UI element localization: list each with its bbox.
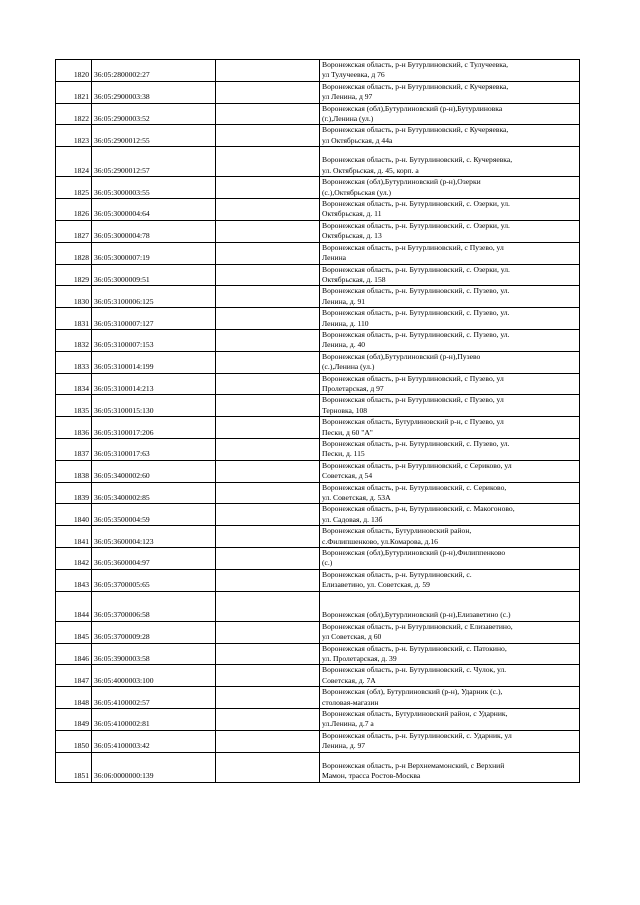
address-line: ул. Октябрьская, д. 45, корп. а <box>322 165 419 175</box>
empty-cell <box>216 286 320 308</box>
row-number: 1822 <box>56 103 92 125</box>
empty-cell <box>216 504 320 526</box>
table-row <box>56 665 580 687</box>
address-line: ул.Ленина, д.7 а <box>322 719 374 729</box>
address-line: Ленина, д. 110 <box>322 318 369 328</box>
address-line: Воронежская (обл),Бутурлиновский (р-н),Филиппенково <box>322 548 506 558</box>
address-line: ул. Пролетарская, д. 39 <box>322 653 397 663</box>
address-cell <box>320 81 580 103</box>
address-line: Пески, д. 115 <box>322 449 365 459</box>
address-cell <box>320 687 580 709</box>
empty-cell <box>216 439 320 461</box>
address-line: столовая-магазин <box>322 697 379 707</box>
address-line: ул Ленина, д 97 <box>322 92 373 102</box>
cadastral-number: 36:05:3100007:127 <box>92 308 216 330</box>
cadastral-number: 36:05:2900012:55 <box>92 125 216 147</box>
address-line: Пески, д 60 "А" <box>322 427 373 437</box>
cadastral-number: 36:05:3100017:63 <box>92 439 216 461</box>
address-line: Терновка, 108 <box>322 405 368 415</box>
address-cell <box>320 417 580 439</box>
table-row <box>56 264 580 286</box>
address-line: (с.) <box>322 558 333 568</box>
row-number: 1838 <box>56 460 92 482</box>
row-number: 1833 <box>56 351 92 373</box>
address-cell <box>320 351 580 373</box>
address-cell <box>320 548 580 570</box>
empty-cell <box>216 665 320 687</box>
cadastral-number: 36:05:4100002:57 <box>92 687 216 709</box>
address-line: (г.),Ленина (ул.) <box>322 114 374 124</box>
table-row <box>56 329 580 351</box>
table-row <box>56 730 580 752</box>
table-row <box>56 286 580 308</box>
cadastral-number: 36:05:4100003:42 <box>92 730 216 752</box>
table-row <box>56 125 580 147</box>
address-line: Октябрьская, д. 11 <box>322 209 382 219</box>
address-line: Воронежская область, р-н Верхнемамонский, с Верхний <box>322 760 505 770</box>
row-number: 1841 <box>56 526 92 548</box>
address-cell <box>320 482 580 504</box>
row-number: 1851 <box>56 752 92 782</box>
table-row <box>56 308 580 330</box>
address-line: Воронежская область, р-н. Бутурлиновский, с. <box>322 569 472 579</box>
empty-cell <box>216 60 320 82</box>
address-line: Воронежская область, р-н. Бутурлиновский, с. Ударник, ул <box>322 730 512 740</box>
row-number: 1827 <box>56 220 92 242</box>
empty-cell <box>216 708 320 730</box>
address-line: ул Октябрьская, д 44а <box>322 135 393 145</box>
cadastral-number: 36:05:2900003:52 <box>92 103 216 125</box>
empty-cell <box>216 103 320 125</box>
address-line: Воронежская область, р-н Бутурлиновский, с Пузево, ул <box>322 242 504 252</box>
cadastral-number: 36:05:4100002:81 <box>92 708 216 730</box>
address-cell <box>320 199 580 221</box>
address-line: Воронежская область, р-н. Бутурлиновский, с. Озерки, ул. <box>322 264 510 274</box>
empty-cell <box>216 329 320 351</box>
empty-cell <box>216 643 320 665</box>
address-line: Воронежская (обл),Бутурлиновский (р-н),Озерки <box>322 177 481 187</box>
row-number: 1829 <box>56 264 92 286</box>
address-cell <box>320 177 580 199</box>
table-row <box>56 351 580 373</box>
row-number: 1848 <box>56 687 92 709</box>
empty-cell <box>216 220 320 242</box>
address-cell <box>320 286 580 308</box>
row-number: 1836 <box>56 417 92 439</box>
address-line: ул. Садовая, д. 13б <box>322 514 383 524</box>
table-row <box>56 460 580 482</box>
table-row <box>56 569 580 591</box>
address-line: Воронежская область, р-н. Бутурлиновский, с. Пузево, ул. <box>322 329 510 339</box>
row-number: 1823 <box>56 125 92 147</box>
empty-cell <box>216 147 320 177</box>
empty-cell <box>216 395 320 417</box>
row-number: 1849 <box>56 708 92 730</box>
address-line: Пролетарская, д 97 <box>322 383 384 393</box>
address-line: Воронежская область, р-н. Бутурлиновский, с. Чулок, ул. <box>322 665 507 675</box>
table-row <box>56 752 580 782</box>
address-line: Воронежская область, р-н. Бутурлиновский, с. Озерки, ул. <box>322 199 510 209</box>
address-cell <box>320 125 580 147</box>
table-row <box>56 242 580 264</box>
cadastral-number: 36:05:3700006:58 <box>92 591 216 621</box>
address-cell <box>320 60 580 82</box>
row-number: 1832 <box>56 329 92 351</box>
row-number: 1840 <box>56 504 92 526</box>
cadastral-number: 36:05:3900003:58 <box>92 643 216 665</box>
table-row <box>56 417 580 439</box>
address-line: Мамон, трасса Ростов-Москва <box>322 771 421 781</box>
table-row <box>56 199 580 221</box>
address-line: Воронежская область, р-н. Бутурлиновский, с. Пузево, ул. <box>322 308 510 318</box>
address-line: ул Тулучеевка, д 76 <box>322 70 385 80</box>
address-line: Воронежская область, р-н Бутурлиновский, с Пузево, ул <box>322 395 504 405</box>
address-line: Советская, д 54 <box>322 471 373 481</box>
table-row <box>56 482 580 504</box>
address-line: ул Советская, д 60 <box>322 632 382 642</box>
empty-cell <box>216 351 320 373</box>
address-line: Воронежская область, р-н Бутурлиновский, с Тулучеевка, <box>322 60 509 69</box>
address-line: Воронежская (обл), Бутурлиновский (р-н), Ударник (с.), <box>322 687 503 697</box>
cadastral-number: 36:05:2800002:27 <box>92 60 216 82</box>
address-cell <box>320 103 580 125</box>
address-line: Воронежская область, р-н. Бутурлиновский, с. Пузево, ул. <box>322 439 510 448</box>
empty-cell <box>216 730 320 752</box>
cadastral-number: 36:05:3100006:125 <box>92 286 216 308</box>
cadastral-number: 36:05:3000007:19 <box>92 242 216 264</box>
empty-cell <box>216 177 320 199</box>
address-cell <box>320 395 580 417</box>
address-line: Воронежская область, р-н Бутурлиновский, с Кучеряевка, <box>322 125 509 135</box>
row-number: 1824 <box>56 147 92 177</box>
cadastral-number: 36:05:2900003:38 <box>92 81 216 103</box>
cadastral-number: 36:05:3600004:97 <box>92 548 216 570</box>
cadastral-number: 36:05:3000004:78 <box>92 220 216 242</box>
table-row <box>56 504 580 526</box>
address-line: Ленина <box>322 253 347 263</box>
empty-cell <box>216 199 320 221</box>
cadastral-number: 36:05:3100007:153 <box>92 329 216 351</box>
table-row <box>56 147 580 177</box>
address-cell <box>320 147 580 177</box>
row-number: 1845 <box>56 621 92 643</box>
cadastral-number: 36:05:3000009:51 <box>92 264 216 286</box>
registry-table-body <box>56 60 580 783</box>
address-line: Воронежская область, р-н Бутурлиновский, с Кучеряевка, <box>322 81 509 91</box>
empty-cell <box>216 264 320 286</box>
empty-cell <box>216 460 320 482</box>
table-row <box>56 526 580 548</box>
address-line: Ленина, д. 40 <box>322 340 366 350</box>
row-number: 1842 <box>56 548 92 570</box>
cadastral-number: 36:05:3700009:28 <box>92 621 216 643</box>
address-cell <box>320 439 580 461</box>
address-line: Воронежская область, р-н. Бутурлиновский, с. Кучеряевка, <box>322 155 513 165</box>
cadastral-number: 36:05:3400002:85 <box>92 482 216 504</box>
address-line: Советская, д. 7А <box>322 675 376 685</box>
address-cell <box>320 665 580 687</box>
cadastral-number: 36:05:4000003:100 <box>92 665 216 687</box>
cadastral-number: 36:05:3500004:59 <box>92 504 216 526</box>
row-number: 1831 <box>56 308 92 330</box>
row-number: 1821 <box>56 81 92 103</box>
empty-cell <box>216 621 320 643</box>
table-row <box>56 60 580 82</box>
address-line: Ленина, д. 97 <box>322 741 366 751</box>
row-number: 1847 <box>56 665 92 687</box>
address-line: Воронежская область, р-н. Бутурлиновский, с. Пузево, ул. <box>322 286 510 296</box>
empty-cell <box>216 752 320 782</box>
table-row <box>56 220 580 242</box>
table-row <box>56 177 580 199</box>
cadastral-number: 36:05:3100015:130 <box>92 395 216 417</box>
address-cell <box>320 730 580 752</box>
empty-cell <box>216 687 320 709</box>
address-line: (с.),Октябрьская (ул.) <box>322 187 392 197</box>
row-number: 1837 <box>56 439 92 461</box>
address-cell <box>320 460 580 482</box>
address-cell <box>320 569 580 591</box>
empty-cell <box>216 81 320 103</box>
address-line: (с.),Ленина (ул.) <box>322 362 375 372</box>
address-cell <box>320 752 580 782</box>
table-row <box>56 81 580 103</box>
address-line: Воронежская область, р-н Бутурлиновский, с Пузево, ул <box>322 373 504 383</box>
empty-cell <box>216 308 320 330</box>
empty-cell <box>216 242 320 264</box>
row-number: 1835 <box>56 395 92 417</box>
empty-cell <box>216 417 320 439</box>
empty-cell <box>216 125 320 147</box>
row-number: 1828 <box>56 242 92 264</box>
address-cell <box>320 308 580 330</box>
row-number: 1843 <box>56 569 92 591</box>
address-line: Ленина, д. 91 <box>322 296 366 306</box>
address-line: Воронежская область, р-н. Бутурлиновский, с. Сериково, <box>322 482 507 492</box>
table-row <box>56 687 580 709</box>
address-cell <box>320 220 580 242</box>
table-row <box>56 548 580 570</box>
cadastral-number: 36:05:3100017:206 <box>92 417 216 439</box>
cadastral-number: 36:05:2900012:57 <box>92 147 216 177</box>
empty-cell <box>216 526 320 548</box>
row-number: 1850 <box>56 730 92 752</box>
cadastral-number: 36:05:3000004:64 <box>92 199 216 221</box>
address-cell <box>320 526 580 548</box>
table-row <box>56 395 580 417</box>
empty-cell <box>216 548 320 570</box>
cadastral-number: 36:05:3100014:213 <box>92 373 216 395</box>
row-number: 1834 <box>56 373 92 395</box>
address-cell <box>320 591 580 621</box>
table-row <box>56 439 580 461</box>
address-line: Елизаветино, ул. Советская, д. 59 <box>322 580 430 590</box>
address-line: Воронежская область, р-н. Бутурлиновский, с. Патокино, <box>322 643 507 653</box>
empty-cell <box>216 591 320 621</box>
address-line: Воронежская область, р-н Бутурлиновский, с Елизаветино, <box>322 621 513 631</box>
address-line: Воронежская область, р-н. Бутурлиновский, с. Озерки, ул. <box>322 220 510 230</box>
address-line: Воронежская область, Бутурлиновский р-н, с Пузево, ул <box>322 417 504 427</box>
row-number: 1825 <box>56 177 92 199</box>
registry-table <box>55 59 580 783</box>
address-line: Воронежская область, р-н, Бутурлиновский, с. Макогоново, <box>322 504 515 514</box>
cadastral-number: 36:05:3400002:60 <box>92 460 216 482</box>
row-number: 1826 <box>56 199 92 221</box>
cadastral-number: 36:05:3000003:55 <box>92 177 216 199</box>
address-line: Воронежская область, Бутурлиновский район, с Ударник, <box>322 708 508 718</box>
address-line: Воронежская область, Бутурлиновский район, <box>322 526 472 536</box>
empty-cell <box>216 482 320 504</box>
address-line: Воронежская (обл),Бутурлиновский (р-н),Бутурлиновка <box>322 103 503 113</box>
address-line: с.Филипшенково, ул.Комарова, д.16 <box>322 536 438 546</box>
row-number: 1839 <box>56 482 92 504</box>
address-cell <box>320 504 580 526</box>
address-cell <box>320 373 580 395</box>
table-row <box>56 621 580 643</box>
empty-cell <box>216 373 320 395</box>
table-row <box>56 643 580 665</box>
address-line: Октябрьская, д. 13 <box>322 231 382 241</box>
cadastral-number: 36:06:0000000:139 <box>92 752 216 782</box>
address-cell <box>320 329 580 351</box>
row-number: 1846 <box>56 643 92 665</box>
table-row <box>56 103 580 125</box>
address-line: Октябрьская, д. 158 <box>322 274 386 284</box>
cadastral-number: 36:05:3600004:123 <box>92 526 216 548</box>
table-row <box>56 591 580 621</box>
table-row <box>56 708 580 730</box>
table-row <box>56 373 580 395</box>
address-cell <box>320 242 580 264</box>
address-line: ул. Советская, д. 53А <box>322 493 391 503</box>
address-cell <box>320 621 580 643</box>
address-cell <box>320 264 580 286</box>
empty-cell <box>216 569 320 591</box>
row-number: 1820 <box>56 60 92 82</box>
cadastral-number: 36:05:3100014:199 <box>92 351 216 373</box>
address-line: Воронежская (обл),Бутурлиновский (р-н),Пузево <box>322 351 481 361</box>
row-number: 1830 <box>56 286 92 308</box>
address-cell <box>320 643 580 665</box>
row-number: 1844 <box>56 591 92 621</box>
address-line: Воронежская (обл),Бутурлиновский (р-н),Елизаветино (с.) <box>322 610 511 620</box>
address-line: Воронежская область, р-н Бутурлиновский, с Сериково, ул <box>322 460 512 470</box>
cadastral-number: 36:05:3700005:65 <box>92 569 216 591</box>
address-cell <box>320 708 580 730</box>
